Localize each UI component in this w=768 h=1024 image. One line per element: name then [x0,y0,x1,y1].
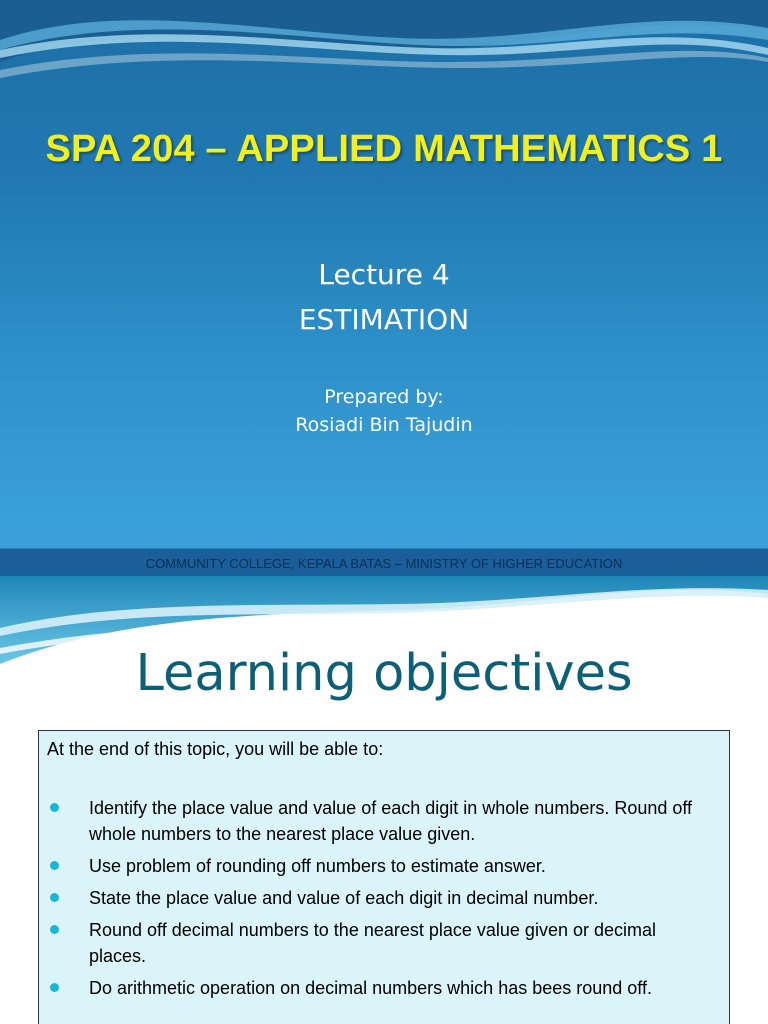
prepared-by-label: Prepared by: [324,386,444,408]
wave-decoration [0,0,768,120]
objectives-box [38,730,730,1024]
list-item [39,853,729,879]
list-item [39,917,729,969]
bullet-icon [50,803,59,812]
list-item [39,975,729,1001]
footer-bar: COMMUNITY COLLEGE, KEPALA BATAS – MINISTRY OF HIGHER EDUCATION [0,548,768,576]
objective-text: Round off decimal numbers to the nearest place value given or decimal places. [89,920,656,966]
objective-text: State the place value and value of each digit in decimal number. [89,888,599,908]
lecture-topic: ESTIMATION [298,303,470,336]
list-item [39,885,729,911]
objective-text: Use problem of rounding off numbers to estimate answer. [89,856,546,876]
objectives-intro: At the end of this topic, you will be able to: [47,739,384,759]
bullet-icon [50,893,59,902]
bullet-icon [50,861,59,870]
bullet-icon [50,983,59,992]
list-item [39,795,729,847]
objectives-slide [0,576,768,1024]
objective-text: Do arithmetic operation on decimal numbers which has bees round off. [89,978,652,998]
course-title: SPA 204 – APPLIED MATHEMATICS 1 [45,128,723,170]
bullet-icon [50,925,59,934]
lecture-number: Lecture 4 [318,258,450,291]
objectives-list [39,795,729,1007]
slide-heading: Learning objectives [135,644,633,703]
author-name: Rosiadi Bin Tajudin [295,414,473,436]
objective-text: Identify the place value and value of each digit in whole numbers. Round off whole numbers to the nearest place value given. [89,798,693,844]
